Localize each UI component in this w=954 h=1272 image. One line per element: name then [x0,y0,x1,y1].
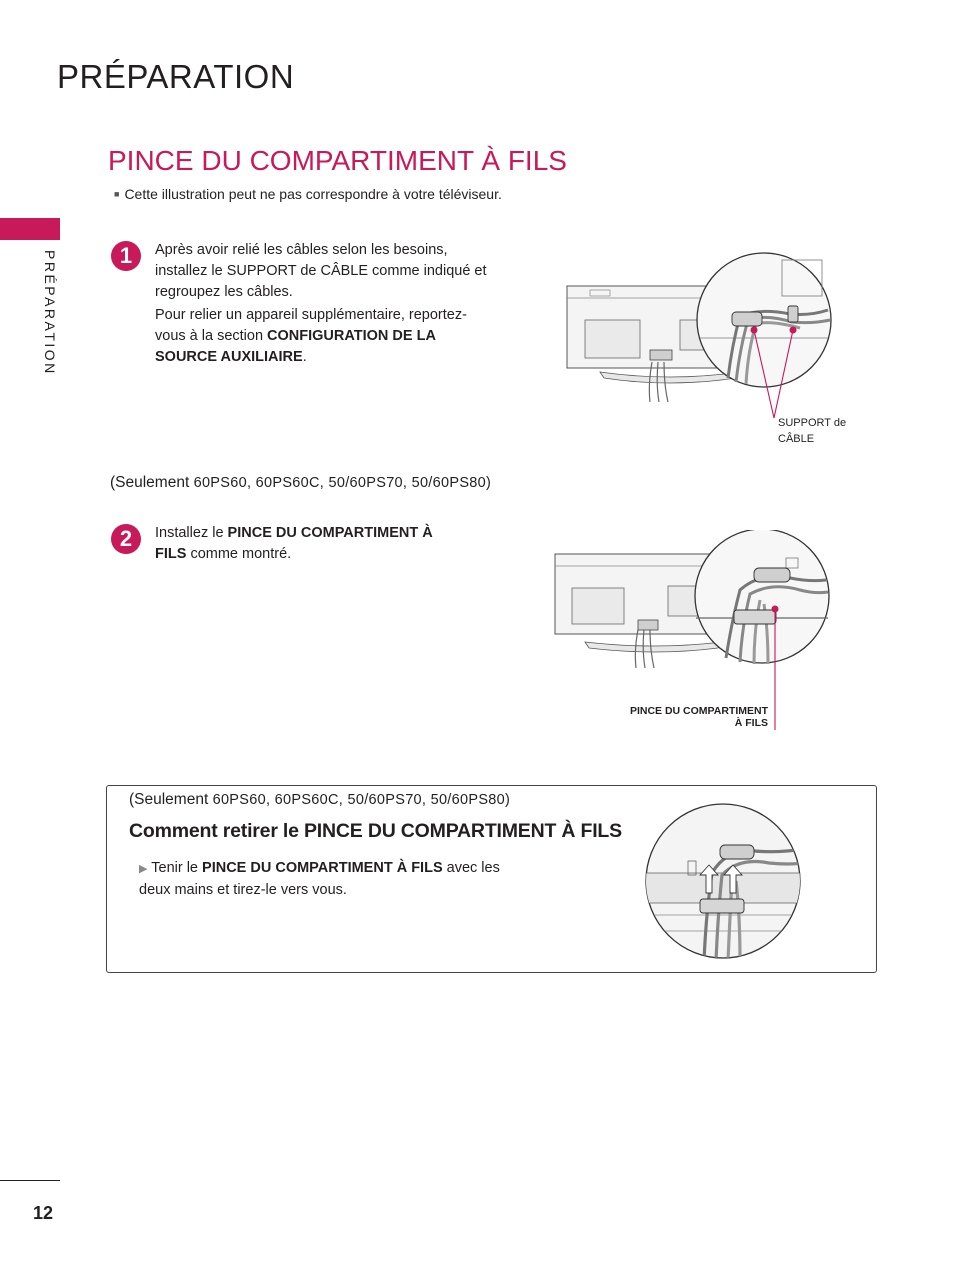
step-1-badge: 1 [111,241,141,271]
step-1-paragraph-1: Après avoir relié les câbles selon les besoins, installez le SUPPORT de CÂBLE comme indiqué et regroupez les câbles. [155,242,487,300]
removal-text-end: avec les deux mains et tirez-le vers vous. [139,860,500,898]
aux-setup-reference: CONFIGURATION DE LA SOURCE AUXILIAIRE [155,328,436,365]
cable-holder-callout-line-2: CÂBLE [778,433,815,445]
step-1-paragraph-2-lead: Pour relier un appareil supplémentaire, reportez-vous à la section [155,307,467,344]
removal-models-list: 60PS60, 60PS60C, 50/60PS70, 50/60PS80) [212,792,511,808]
magnified-detail-2 [695,530,829,730]
clip-removal-illustration [644,803,804,961]
illustration-note [114,186,502,202]
section-title: PINCE DU COMPARTIMENT À FILS [108,145,567,176]
step-1-text [155,240,490,368]
magnified-detail [697,253,831,418]
cable-clip-reference: PINCE DU COMPARTIMENT À FILS [155,525,433,562]
removal-models-prefix: (Seulement [129,791,213,808]
step-2-text-lead: Installez le [155,525,228,541]
cable-clip-callout-line-2: À FILS [734,717,768,729]
cable-clip-callout-line-1: PINCE DU COMPARTIMENT [629,705,768,717]
side-section-label: PRÉPARATION [42,250,58,376]
side-tab-marker [0,218,60,240]
removal-models-label [129,791,510,809]
square-bullet-icon: ■ [114,189,120,199]
removal-text [139,858,509,901]
illustration-note-text: Cette illustration peut ne pas correspondre à votre téléviseur. [124,186,502,202]
cable-holder-callout [778,415,846,447]
models-label-prefix: (Seulement [110,474,194,491]
step-1-paragraph-2 [155,305,490,368]
step-1-paragraph-2-end: . [302,349,307,365]
step-2-text [155,523,445,565]
cable-clip-callout [600,705,768,729]
step-2-text-end: comme montré. [186,546,292,562]
removal-text-lead: Tenir le [151,860,203,876]
models-label-list: 60PS60, 60PS60C, 50/60PS70, 50/60PS80) [193,475,492,491]
cable-holder-callout-line-1: SUPPORT de [778,417,847,429]
removal-title: Comment retirer le PINCE DU COMPARTIMENT À FILS [129,820,622,842]
page-title: PRÉPARATION [57,58,295,95]
step-2-badge: 2 [111,524,141,554]
removal-clip-reference: PINCE DU COMPARTIMENT À FILS [202,860,443,876]
footer-rule [0,1180,60,1181]
page-number: 12 [33,1203,54,1223]
models-label [110,474,491,492]
triangle-bullet-icon: ▶ [139,863,148,875]
